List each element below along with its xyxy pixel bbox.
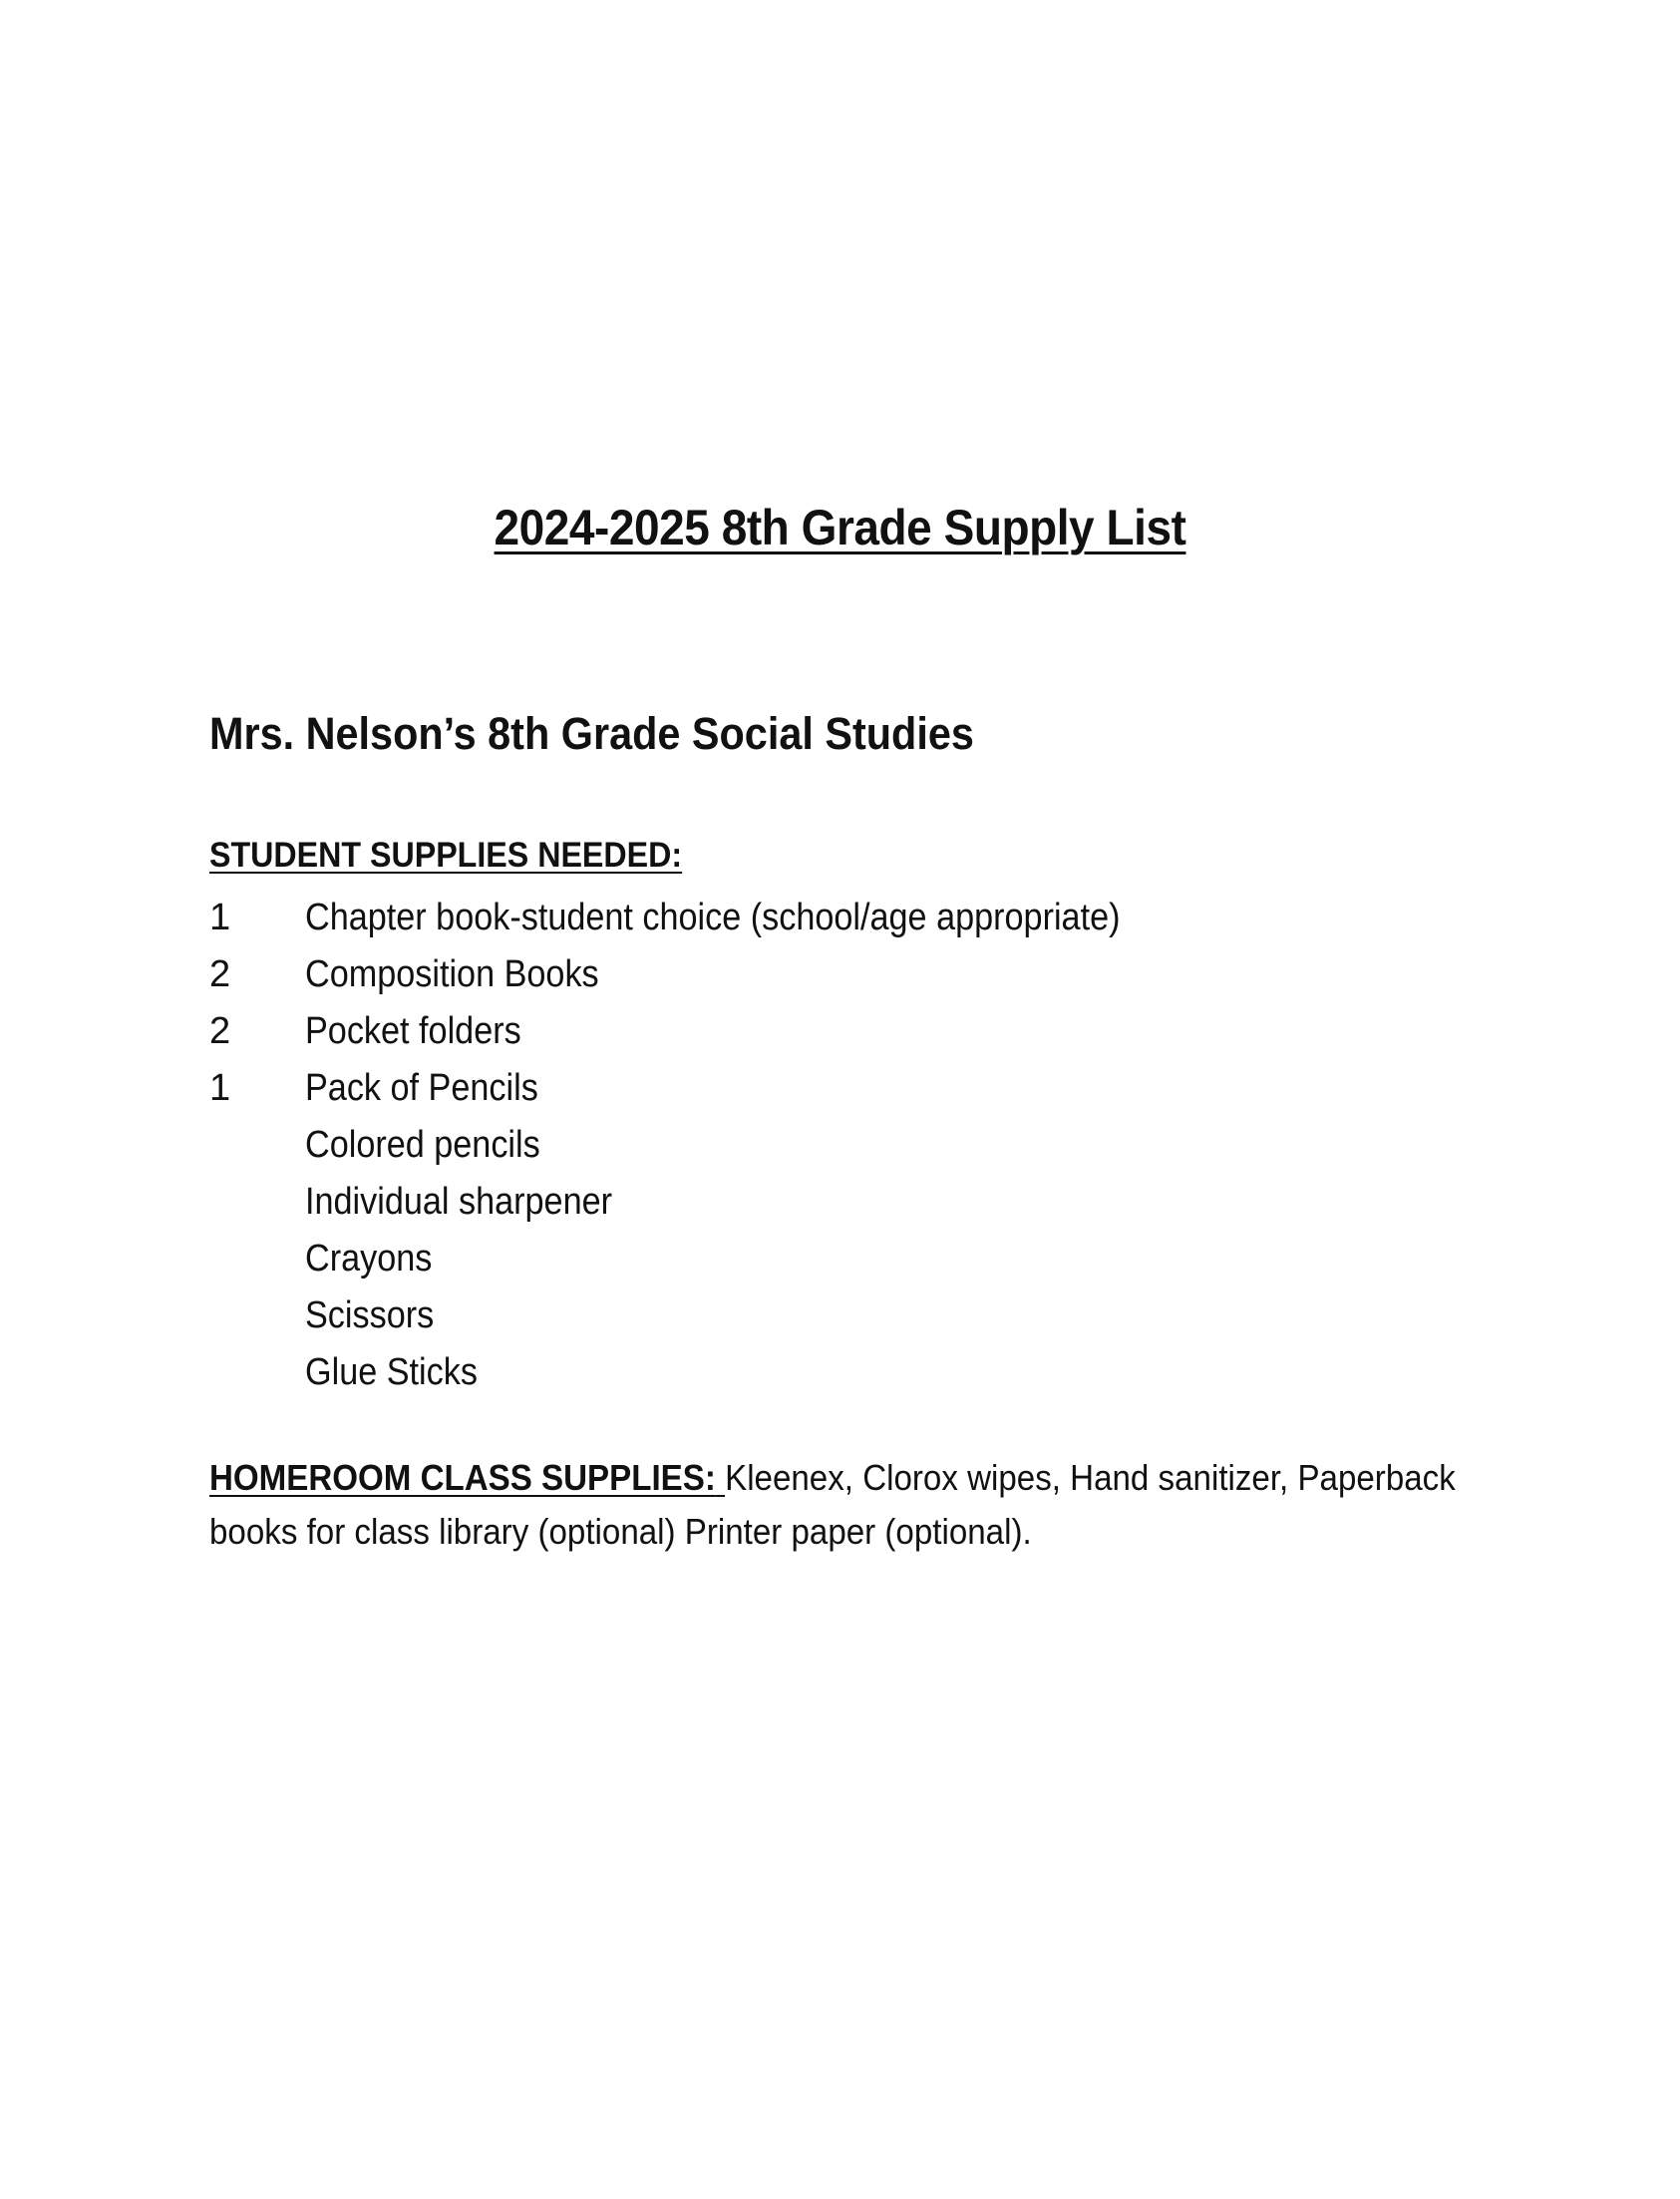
item-label: Pocket folders [305, 1010, 521, 1052]
item-label: Glue Sticks [305, 1351, 478, 1393]
homeroom-supplies-text: Kleenex, Clorox wipes, Hand sanitizer, Paperback books for class library (optional) Printer paper (optional). [209, 1457, 1456, 1552]
item-label: Scissors [305, 1294, 435, 1336]
item-quantity: 1 [209, 1067, 231, 1109]
page-title: 2024-2025 8th Grade Supply List [494, 500, 1186, 555]
homeroom-supplies-paragraph [209, 1451, 1506, 1559]
item-quantity: 2 [209, 1010, 231, 1052]
homeroom-supplies-label: HOMEROOM CLASS SUPPLIES: [209, 1457, 716, 1498]
item-quantity: 1 [209, 897, 231, 938]
item-quantity: 2 [209, 953, 231, 995]
student-supplies-heading: STUDENT SUPPLIES NEEDED: [209, 836, 683, 875]
item-label: Composition Books [305, 953, 599, 995]
class-heading: Mrs. Nelson’s 8th Grade Social Studies [209, 708, 974, 759]
item-label: Colored pencils [305, 1124, 540, 1166]
item-label: Crayons [305, 1238, 433, 1280]
item-label: Individual sharpener [305, 1181, 613, 1223]
item-label: Chapter book-student choice (school/age appropriate) [305, 897, 1121, 938]
item-label: Pack of Pencils [305, 1067, 538, 1109]
